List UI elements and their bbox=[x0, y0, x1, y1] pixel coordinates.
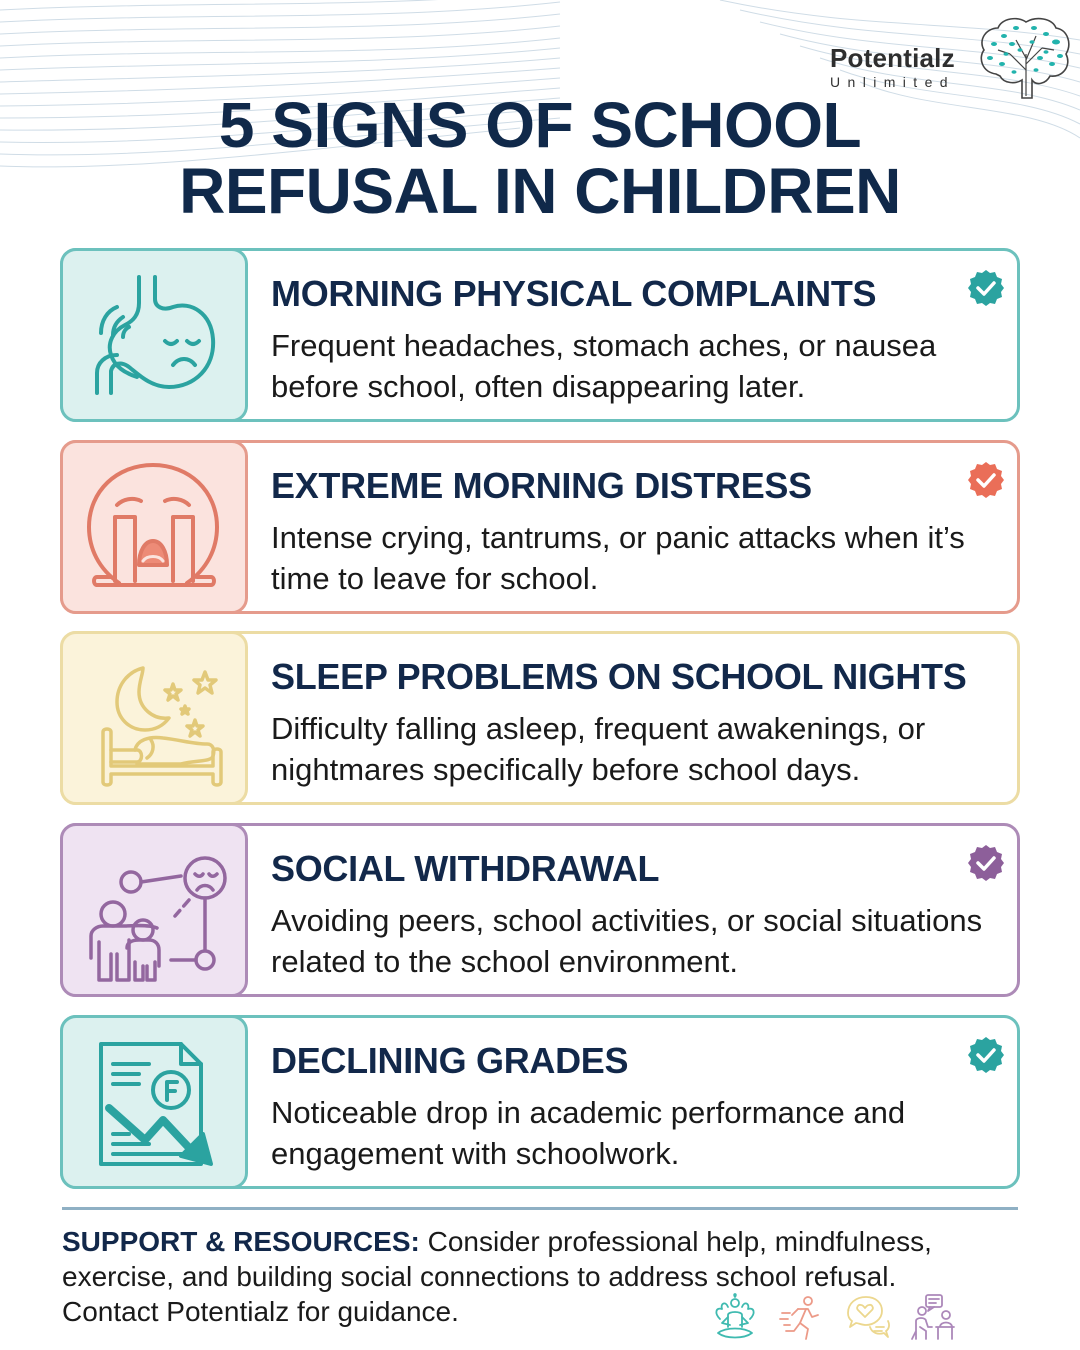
icon-box bbox=[60, 248, 248, 422]
chat-heart-icon bbox=[844, 1293, 890, 1341]
sign-card-sleep-problems bbox=[60, 631, 1020, 805]
running-icon bbox=[778, 1293, 824, 1341]
sign-card-extreme-morning-distress bbox=[60, 440, 1020, 614]
footer-divider bbox=[62, 1207, 1018, 1210]
sign-title: DECLINING GRADES bbox=[271, 1040, 629, 1081]
icon-box bbox=[60, 440, 248, 614]
icon-box bbox=[60, 1015, 248, 1189]
check-badge-icon bbox=[967, 1036, 1005, 1074]
brand-name: Potentialz bbox=[830, 43, 955, 73]
counseling-icon bbox=[910, 1293, 956, 1341]
moon-bed-icon bbox=[77, 646, 231, 790]
isolated-people-icon bbox=[77, 838, 231, 982]
sign-card-declining-grades bbox=[60, 1015, 1020, 1189]
sign-card-morning-physical-complaints bbox=[60, 248, 1020, 422]
check-badge-icon bbox=[967, 844, 1005, 882]
sign-title: MORNING PHYSICAL COMPLAINTS bbox=[271, 273, 877, 314]
support-body: Consider professional help, mindfulness, exercise, and building social connections to address school refusal. Contact Potentialz for guidance. bbox=[62, 1226, 932, 1327]
resource-icons bbox=[712, 1293, 962, 1343]
icon-box bbox=[60, 631, 248, 805]
brand-tagline: Unlimited bbox=[830, 74, 955, 90]
title-line-1: 5 SIGNS OF SCHOOL bbox=[218, 89, 862, 161]
sign-description: Intense crying, tantrums, or panic attacks when it’s time to leave for school. bbox=[271, 520, 965, 596]
support-label: SUPPORT & RESOURCES: bbox=[62, 1226, 420, 1257]
sign-card-social-withdrawal bbox=[60, 823, 1020, 997]
brand-text bbox=[830, 44, 955, 90]
check-badge-icon bbox=[967, 269, 1005, 307]
sign-description: Noticeable drop in academic performance and engagement with schoolwork. bbox=[271, 1095, 906, 1171]
title-line-2: REFUSAL IN CHILDREN bbox=[179, 155, 901, 227]
sign-title: SLEEP PROBLEMS ON SCHOOL NIGHTS bbox=[271, 656, 967, 697]
sign-description: Frequent headaches, stomach aches, or nausea before school, often disappearing later. bbox=[271, 328, 937, 404]
crying-face-icon bbox=[77, 455, 231, 599]
brain-tree-icon bbox=[976, 14, 1072, 100]
sign-title: SOCIAL WITHDRAWAL bbox=[271, 848, 660, 889]
icon-box bbox=[60, 823, 248, 997]
page-title bbox=[0, 89, 1080, 227]
sign-description: Difficulty falling asleep, frequent awakenings, or nightmares specifically before school days. bbox=[271, 711, 926, 787]
sign-title: EXTREME MORNING DISTRESS bbox=[271, 465, 812, 506]
sign-description: Avoiding peers, school activities, or social situations related to the school environment. bbox=[271, 903, 983, 979]
failing-grade-report-icon bbox=[77, 1030, 231, 1174]
brand-logo bbox=[830, 14, 1070, 104]
check-badge-icon bbox=[967, 461, 1005, 499]
meditation-icon bbox=[712, 1293, 758, 1341]
upset-stomach-icon bbox=[77, 263, 231, 407]
